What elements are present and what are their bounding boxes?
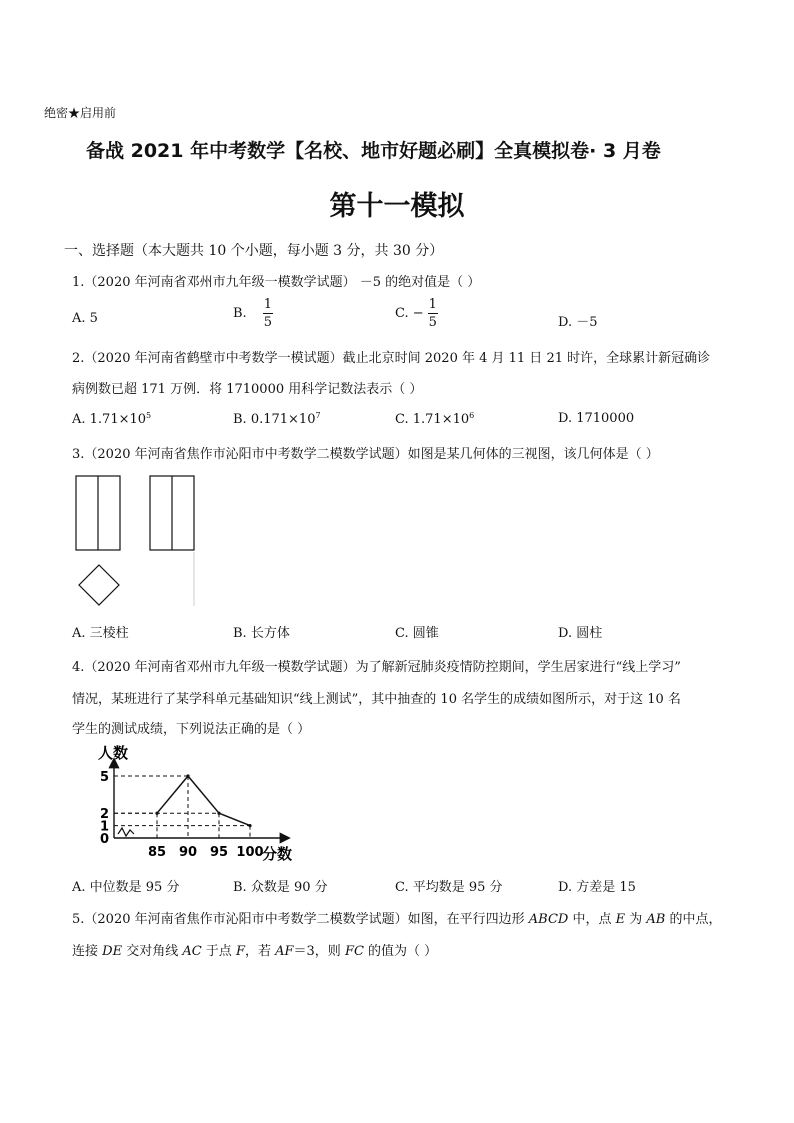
q1-b-denominator: 5	[263, 315, 272, 330]
section-heading: 一、选择题（本大题共 10 个小题，每小题 3 分，共 30 分）	[64, 243, 444, 259]
question-2-line-1: 2.（2020 年河南省鹤壁市中考数学一模试题）截止北京时间 2020 年 4 月 11 日 21 时许，全球累计新冠确诊	[72, 351, 711, 366]
q5-line2-part-d: ，若	[244, 944, 276, 959]
q4-option-a: A. 中位数是 95 分	[72, 880, 180, 895]
q5-line1-part-c: 为	[625, 912, 647, 927]
question-4-line-1: 4.（2020 年河南省邓州市九年级一模数学试题）为了解新冠肺炎疫情防控期间，学生居家进行“线上学习”	[72, 660, 681, 675]
q5-line1-part-d: 的中点，	[665, 912, 722, 927]
q1-option-b	[233, 297, 273, 330]
q3-option-c: C. 圆锥	[395, 626, 439, 641]
q5-line1-part-a: 5.（2020 年河南省焦作市沁阳市中考数学二模数学试题）如图，在平行四边形	[72, 912, 529, 927]
chart-x-label: 分数	[262, 845, 293, 863]
exam-subtitle: 备战 2021 年中考数学【名校、地市好题必刷】全真模拟卷· 3 月卷	[86, 140, 661, 162]
x-tick-label: 90	[178, 845, 198, 860]
q2-option-a-base: A. 1.71×10	[72, 412, 147, 427]
question-3-text: 3.（2020 年河南省焦作市沁阳市中考数学二模数学试题）如图是某几何体的三视图，该几何体是（ ）	[72, 447, 659, 462]
var-ac: AC	[182, 944, 202, 959]
top-view-square	[79, 565, 119, 605]
page-title: 第十一模拟	[329, 191, 465, 222]
question-1-text: 1.（2020 年河南省邓州市九年级一模数学试题） －5 的绝对值是（ ）	[72, 275, 481, 290]
q2-option-c-exponent: 6	[469, 411, 475, 420]
data-point	[248, 824, 251, 827]
score-line-chart	[96, 742, 306, 866]
var-ab: AB	[646, 912, 666, 927]
q5-line1-part-b: 中，点	[568, 912, 616, 927]
secret-label: 绝密★启用前	[44, 106, 117, 120]
data-point	[186, 774, 189, 777]
three-views-figure	[70, 472, 205, 610]
q1-option-d: D. －5	[558, 315, 598, 330]
question-5-line-2	[72, 940, 437, 959]
chart-y-label: 人数	[98, 744, 129, 762]
q2-option-c-base: C. 1.71×10	[395, 412, 470, 427]
q1-b-numerator: 1	[263, 297, 272, 312]
var-e: E	[615, 912, 626, 927]
q3-option-a: A. 三棱柱	[72, 626, 129, 641]
q2-option-b	[233, 411, 321, 427]
var-f: F	[235, 944, 245, 959]
q3-option-d: D. 圆柱	[558, 626, 603, 641]
q2-option-c	[395, 411, 474, 427]
question-5-line-1	[72, 908, 721, 927]
q1-option-a: A. 5	[72, 311, 98, 326]
y-tick-label: 5	[100, 770, 110, 785]
q1-option-c-label: C. −	[395, 306, 424, 321]
q2-option-a-exponent: 5	[146, 411, 152, 420]
fraction-bar	[428, 313, 438, 314]
var-de: DE	[102, 944, 123, 959]
q1-option-b-label: B.	[233, 306, 247, 321]
var-fc: FC	[344, 944, 364, 959]
q4-option-c: C. 平均数是 95 分	[395, 880, 503, 895]
q2-option-b-base: B. 0.171×10	[233, 412, 316, 427]
q4-option-b: B. 众数是 90 分	[233, 880, 328, 895]
q5-line2-part-e: ＝3，则	[293, 944, 345, 959]
y-tick-label: 0	[100, 832, 110, 847]
x-tick-label: 100	[236, 845, 264, 860]
data-point	[155, 812, 158, 815]
q5-line2-part-a: 连接	[72, 944, 103, 959]
data-point	[217, 812, 220, 815]
x-tick-label: 85	[147, 845, 167, 860]
q1-c-numerator: 1	[428, 297, 437, 312]
var-abcd: ABCD	[528, 912, 569, 927]
var-af: AF	[275, 944, 294, 959]
q5-line2-part-f: 的值为（ ）	[363, 944, 438, 959]
fraction-bar	[263, 313, 273, 314]
data-line-segment	[157, 776, 188, 813]
q2-option-a	[72, 411, 151, 427]
question-4-line-3: 学生的测试成绩，下列说法正确的是（ ）	[72, 722, 311, 737]
axis-break	[118, 828, 134, 836]
q5-line2-part-b: 交对角线	[122, 944, 183, 959]
question-2-line-2: 病例数已超 171 万例．将 1710000 用科学记数法表示（ ）	[72, 382, 423, 397]
data-line-segment	[188, 776, 219, 813]
q4-option-d: D. 方差是 15	[558, 880, 636, 895]
q1-option-c	[395, 297, 438, 330]
y-tick-label: 1	[100, 819, 110, 835]
q5-line2-part-c: 于点	[201, 944, 236, 959]
q3-option-b: B. 长方体	[233, 626, 290, 641]
q2-option-b-exponent: 7	[315, 411, 321, 420]
q2-option-d: D. 1710000	[558, 411, 635, 426]
y-tick-label: 2	[100, 807, 110, 823]
question-4-line-2: 情况，某班进行了某学科单元基础知识“线上测试”，其中抽查的 10 名学生的成绩如图所示，对于这 10 名	[72, 692, 681, 707]
q1-option-b-fraction	[263, 297, 273, 330]
x-tick-label: 95	[209, 845, 229, 860]
data-line-segment	[219, 813, 250, 825]
q1-c-denominator: 5	[428, 315, 437, 330]
q1-option-c-fraction	[428, 297, 438, 330]
